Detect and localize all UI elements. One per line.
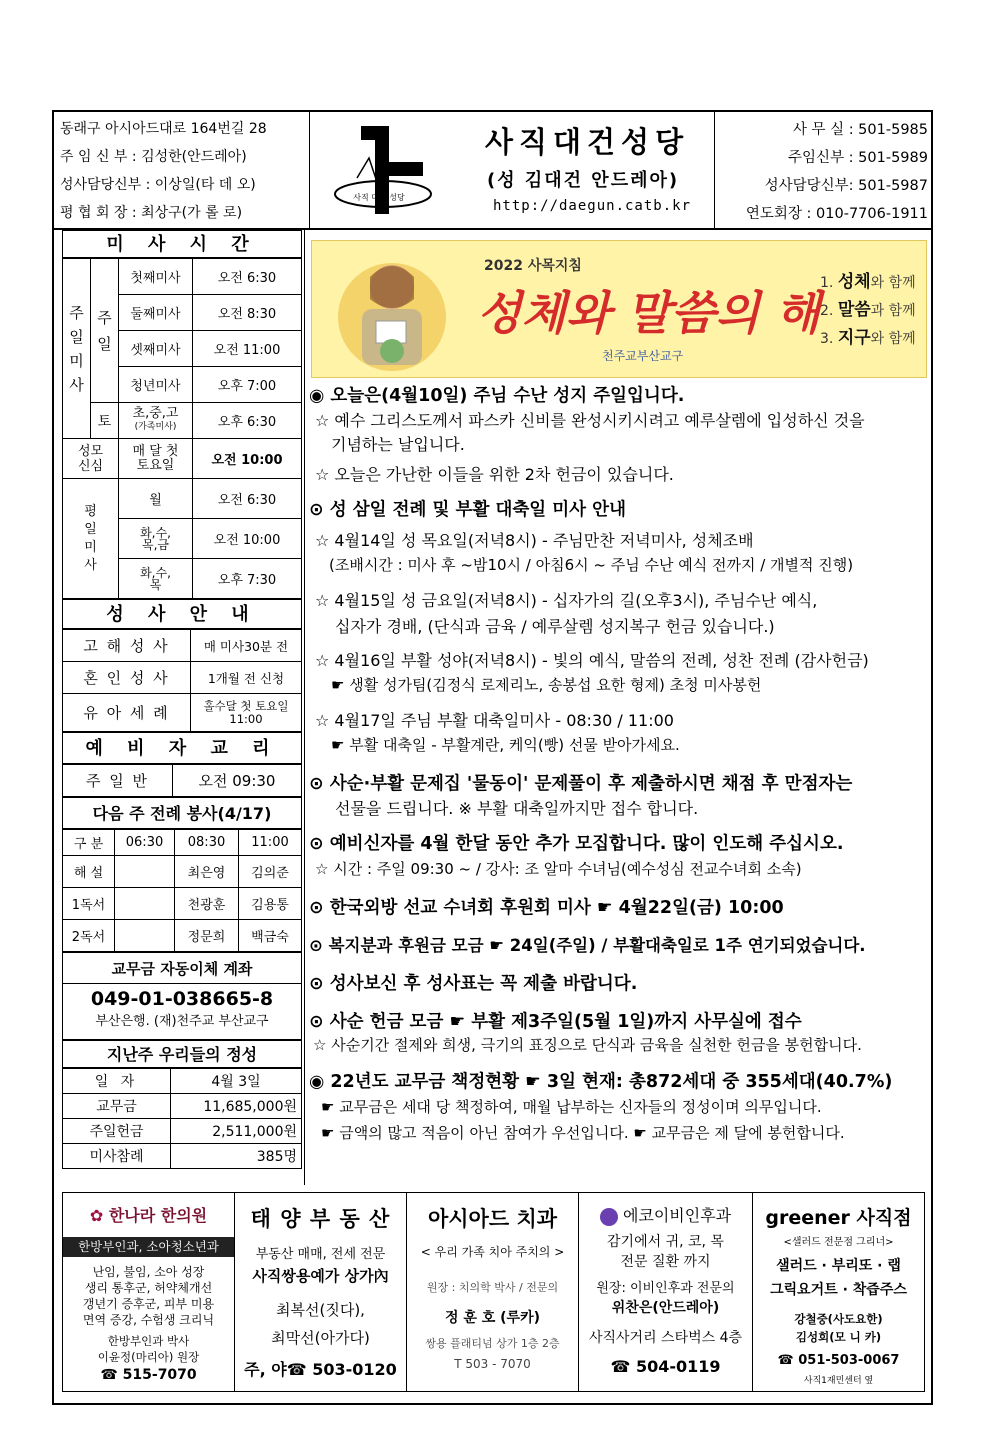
ad-line: 면역 증강, 수험생 크리닉 bbox=[82, 1313, 215, 1327]
ad-greener bbox=[753, 1193, 924, 1391]
offering-table bbox=[62, 1068, 302, 1169]
service-header: 구 분 bbox=[63, 830, 115, 856]
banner-item: 2. 말씀과 함께 bbox=[820, 300, 916, 320]
notice-line: ☆ 시간 : 주일 09:30 ~ / 강사: 조 알마 수녀님(예수성심 전교수녀회 소속) bbox=[315, 860, 802, 878]
ad-phone: ☎ 515-7070 bbox=[100, 1367, 197, 1383]
banner-org: 천주교부산교구 bbox=[602, 349, 684, 363]
offering-value: 2,511,000원 bbox=[171, 1119, 302, 1144]
notice-line: ☆ 예수 그리스도께서 파스카 신비를 완성시키시려고 예루살렘에 입성하신 것을 bbox=[315, 411, 865, 430]
mass-name: 둘째미사 bbox=[119, 295, 193, 331]
mass-name: 월 bbox=[119, 479, 193, 519]
service-cell: 김용통 bbox=[239, 888, 302, 920]
notice-line: ◉ 22년도 교무금 책정현황 ☛ 3일 현재: 총872세대 중 355세대(40.7%) bbox=[309, 1072, 893, 1092]
service-role: 해 설 bbox=[63, 856, 115, 888]
ad-phone: T 503 - 7070 bbox=[454, 1357, 531, 1371]
ad-title: 아시아드 치과 bbox=[427, 1207, 558, 1231]
mass-time: 오전 6:30 bbox=[193, 259, 302, 295]
mass-time: 오후 7:00 bbox=[193, 367, 302, 403]
offering-label: 일 자 bbox=[63, 1069, 171, 1094]
phone-office: 사 무 실 : 501-5985 bbox=[792, 122, 928, 138]
eco-logo-icon bbox=[600, 1208, 618, 1226]
mass-name: 셋째미사 bbox=[119, 331, 193, 367]
notice-line: ☛ 교무금은 세대 당 책정하여, 매월 납부하는 신자들의 정성이며 의무입니다. bbox=[321, 1098, 822, 1116]
service-cell: 정문희 bbox=[175, 920, 239, 952]
offering-label: 주일헌금 bbox=[63, 1119, 171, 1144]
church-url[interactable]: http://daegun.catb.kr bbox=[493, 198, 692, 214]
ad-line: 부동산 매매, 전세 전문 bbox=[255, 1247, 386, 1262]
church-title: 사직대건성당 bbox=[485, 125, 690, 159]
ad-line: 생리 통후군, 허약체개선 bbox=[84, 1281, 213, 1295]
mass-time: 오전 10:00 bbox=[193, 519, 302, 559]
left-column bbox=[62, 230, 302, 1185]
flower-icon: ✿ bbox=[89, 1206, 109, 1225]
ad-line: 한방부인과, 소아청소년과 bbox=[63, 1237, 234, 1257]
ad-line: 원장 : 치의학 박사 / 전문의 bbox=[426, 1281, 559, 1294]
notice-line: ◉ 오늘은(4월10일) 주님 수난 성지 주일입니다. bbox=[309, 386, 685, 406]
ad-line: 전문 질환 까지 bbox=[620, 1254, 711, 1270]
ad-line: 샐러드 · 부리또 · 랩 bbox=[776, 1258, 901, 1274]
phone-pastor: 주임신부 : 501-5989 bbox=[788, 150, 928, 166]
ad-line: 난임, 불임, 소아 성장 bbox=[92, 1265, 205, 1279]
service-header: 11:00 bbox=[239, 830, 302, 856]
ad-line: 이윤정(마리아) 원장 bbox=[97, 1350, 200, 1364]
catechumen-table bbox=[62, 764, 302, 797]
mass-time: 오전 11:00 bbox=[193, 331, 302, 367]
mass-name: 화,수,목,금 bbox=[119, 519, 193, 559]
ad-phone: ☎ 504-0119 bbox=[610, 1357, 721, 1376]
ad-phone: ☎ 051-503-0067 bbox=[777, 1353, 900, 1368]
offering-value: 4월 3일 bbox=[171, 1069, 302, 1094]
ad-title: 태 양 부 동 산 bbox=[250, 1207, 391, 1231]
mass-time: 오전 6:30 bbox=[193, 479, 302, 519]
service-header: 06:30 bbox=[115, 830, 175, 856]
ad-line: 그릭요거트 · 착즙주스 bbox=[770, 1282, 907, 1298]
catechumen-time: 오전 09:30 bbox=[173, 765, 302, 797]
ad-line: 사직1재민센터 옆 bbox=[803, 1376, 874, 1386]
right-column bbox=[304, 230, 932, 1185]
service-title: 다음 주 전례 봉사(4/17) bbox=[62, 797, 302, 829]
notice-line: ☆ 4월15일 성 금요일(저녁8시) - 십자가의 길(오후3시), 주님수난 예식, bbox=[315, 591, 818, 610]
service-cell bbox=[115, 856, 175, 888]
banner-item: 3. 지구와 함께 bbox=[820, 328, 916, 348]
catechumen-title: 예 비 자 교 리 bbox=[62, 732, 302, 764]
phone-council: 연도회장 : 010-7706-1911 bbox=[745, 206, 928, 222]
ad-line: 최막선(아가다) bbox=[271, 1329, 370, 1347]
phone-list bbox=[714, 112, 932, 228]
mass-time: 오전 8:30 bbox=[193, 295, 302, 331]
notice-line: ☛ 금액의 많고 적음이 아닌 참여가 우선입니다. ☛ 교무금은 제 달에 봉헌합니다. bbox=[321, 1124, 845, 1142]
ad-eco-ent bbox=[579, 1193, 753, 1391]
ad-line: 갱년기 증후군, 피부 미용 bbox=[82, 1297, 215, 1311]
notice-line: (조배시간 : 미사 후 ~밤10시 / 아침6시 ~ 주님 수난 예식 전까지 / 개별적 진행) bbox=[329, 556, 854, 574]
weekday-mass-label: 평일미사 bbox=[63, 479, 119, 599]
notice-line: ☆ 4월14일 성 목요일(저녁8시) - 주님만찬 저녁미사, 성체조배 bbox=[315, 531, 754, 550]
banner-year: 2022 사목지침 bbox=[484, 258, 582, 274]
notice-line: ⊙ 성사보신 후 성사표는 꼭 제출 바랍니다. bbox=[309, 974, 638, 994]
ad-line: 김성희(모 니 카) bbox=[795, 1330, 882, 1344]
mass-title: 미 사 시 간 bbox=[62, 230, 302, 258]
notice-line: ☛ 생활 성가팀(김정식 로제리노, 송봉섭 요한 형제) 초청 미사봉헌 bbox=[331, 676, 762, 694]
devotion-time: 오전 10:00 bbox=[193, 439, 302, 479]
banner-item: 1. 성체와 함께 bbox=[820, 272, 916, 292]
header-title-area bbox=[309, 112, 714, 228]
service-cell: 백금숙 bbox=[239, 920, 302, 952]
council-row: 평 협 회 장 : 최상구(가 롤 로) bbox=[60, 205, 243, 221]
service-role: 2독서 bbox=[63, 920, 115, 952]
ad-line: 정 훈 호 (루카) bbox=[444, 1310, 541, 1326]
account-bank: 부산은행. (재)천주교 부산교구 bbox=[95, 1014, 269, 1029]
sacrament-value: 매 미사30분 전 bbox=[191, 630, 302, 662]
service-cell: 천광훈 bbox=[175, 888, 239, 920]
ads-strip bbox=[62, 1192, 925, 1392]
service-cell: 최은영 bbox=[175, 856, 239, 888]
ad-taeyang bbox=[235, 1193, 407, 1391]
mass-name: 첫째미사 bbox=[119, 259, 193, 295]
notice-line: ⊙ 한국외방 선교 수녀회 후원회 미사 ☛ 4월22일(금) 10:00 bbox=[309, 898, 784, 918]
offering-value: 385명 bbox=[171, 1144, 302, 1169]
mass-table bbox=[62, 258, 302, 599]
offering-title: 지난주 우리들의 정성 bbox=[62, 1040, 302, 1068]
notice-line: 선물을 드립니다. ※ 부활 대축일까지만 접수 합니다. bbox=[335, 799, 699, 818]
mass-name: 초,중,고 (가족미사) bbox=[119, 403, 193, 439]
sacrament-value: 1개월 전 신청 bbox=[191, 662, 302, 694]
sacrament-value: 홀수달 첫 토요일 11:00 bbox=[191, 694, 302, 732]
sunday-mass-label: 주일미사 bbox=[63, 259, 91, 439]
notice-line: ⊙ 사순 헌금 모금 ☛ 부활 제3주일(5월 1일)까지 사무실에 접수 bbox=[309, 1012, 802, 1032]
notice-line: ⊙ 성 삼일 전례 및 부활 대축일 미사 안내 bbox=[309, 500, 626, 520]
devotion-name: 매 달 첫토요일 bbox=[119, 439, 193, 479]
header bbox=[54, 112, 931, 230]
account-title: 교무금 자동이체 계좌 bbox=[62, 952, 302, 984]
ad-line: 감기에서 귀, 코, 목 bbox=[607, 1234, 724, 1250]
sacrament-title: 성 사 안 내 bbox=[62, 599, 302, 629]
mass-name: 청년미사 bbox=[119, 367, 193, 403]
service-table bbox=[62, 829, 302, 952]
ad-line: <샐러드 전문점 그리너> bbox=[783, 1237, 894, 1248]
ad-line: 사직사거리 스타벅스 4층 bbox=[588, 1330, 743, 1346]
notice-line: ⊙ 사순·부활 문제집 '물동이' 문제풀이 후 제출하시면 채점 후 만점자는 bbox=[309, 774, 853, 794]
sacrament-name: 고 해 성 사 bbox=[63, 630, 191, 662]
mass-name: 화,수,목 bbox=[119, 559, 193, 599]
offering-value: 11,685,000원 bbox=[171, 1094, 302, 1119]
ad-hannara bbox=[63, 1193, 235, 1391]
ad-line: 최복선(짓다), bbox=[276, 1301, 365, 1319]
svg-text:사직 대건 성당: 사직 대건 성당 bbox=[353, 193, 405, 202]
ad-line: 강철중(사도요한) bbox=[794, 1312, 883, 1326]
service-cell bbox=[115, 888, 175, 920]
sacrament-name: 유 아 세 례 bbox=[63, 694, 191, 732]
jesus-illustration-icon bbox=[332, 247, 452, 371]
sacrament-table bbox=[62, 629, 302, 732]
church-logo-icon bbox=[321, 118, 453, 222]
sacrament-name: 혼 인 성 사 bbox=[63, 662, 191, 694]
sunday-label: 주일 bbox=[91, 259, 119, 403]
notice-line: ⊙ 복지분과 후원금 모금 ☛ 24일(주일) / 부활대축일로 1주 연기되었습니다. bbox=[309, 936, 866, 955]
catechumen-class: 주 일 반 bbox=[63, 765, 173, 797]
service-header: 08:30 bbox=[175, 830, 239, 856]
ad-title: 에코이비인후과 bbox=[579, 1203, 752, 1226]
assistant-row: 성사담당신부 : 이상일(타 데 오) bbox=[60, 177, 256, 193]
ad-phone: 주, 야☎ 503-0120 bbox=[244, 1360, 397, 1379]
ad-line: 쌍용 플래티넘 상가 1층 2층 bbox=[425, 1337, 560, 1350]
notice-line: 기념하는 날입니다. bbox=[331, 435, 465, 454]
saturday-label: 토 bbox=[91, 403, 119, 439]
notice-line: 십자가 경배, (단식과 금육 / 예루살렘 성지복구 헌금 있습니다.) bbox=[335, 617, 775, 636]
notice-line: ☛ 부활 대축일 - 부활계란, 케익(빵) 선물 받아가세요. bbox=[331, 736, 680, 754]
ad-title: greener 사직점 bbox=[765, 1207, 912, 1229]
notice-list bbox=[309, 382, 929, 1182]
offering-label: 교무금 bbox=[63, 1094, 171, 1119]
notice-line: ☆ 사순기간 절제와 희생, 극기의 표징으로 단식과 금육을 실천한 헌금을 봉헌합니다. bbox=[313, 1036, 862, 1054]
ad-line: 위찬은(안드레아) bbox=[611, 1300, 720, 1316]
ad-asiad-dental bbox=[407, 1193, 579, 1391]
service-role: 1독서 bbox=[63, 888, 115, 920]
ad-title: ✿ 한나라 한의원 bbox=[89, 1206, 208, 1225]
header-info bbox=[54, 112, 310, 228]
ad-line: 원장: 이비인후과 전문의 bbox=[596, 1281, 735, 1296]
service-cell bbox=[115, 920, 175, 952]
service-cell: 김의준 bbox=[239, 856, 302, 888]
account-number: 049-01-038665-8 bbox=[90, 988, 274, 1010]
bulletin-page bbox=[52, 110, 933, 1405]
ad-line: 한방부인과 박사 bbox=[107, 1334, 190, 1348]
notice-line: ☆ 오늘은 가난한 이들을 위한 2차 헌금이 있습니다. bbox=[315, 465, 674, 484]
devotion-label: 성모신심 bbox=[63, 439, 119, 479]
pastor-row: 주 임 신 부 : 김성한(안드레아) bbox=[60, 149, 247, 165]
address: 동래구 아시아드대로 164번길 28 bbox=[60, 121, 267, 137]
mass-time: 오후 6:30 bbox=[193, 403, 302, 439]
ad-line: 사직쌍용예가 상가內 bbox=[252, 1267, 389, 1285]
pastoral-banner bbox=[311, 240, 927, 378]
ad-line: < 우리 가족 치아 주치의 > bbox=[420, 1245, 565, 1259]
offering-label: 미사참례 bbox=[63, 1144, 171, 1169]
mass-time: 오후 7:30 bbox=[193, 559, 302, 599]
account-box bbox=[62, 984, 302, 1040]
notice-line: ⊙ 예비신자를 4월 한달 동안 추가 모집합니다. 많이 인도해 주십시오. bbox=[309, 834, 844, 854]
church-subtitle: (성 김대건 안드레아) bbox=[487, 170, 680, 191]
banner-main: 성체와 말씀의 해 bbox=[477, 286, 821, 340]
phone-assistant: 성사담당신부: 501-5987 bbox=[764, 178, 928, 194]
notice-line: ☆ 4월16일 부활 성야(저녁8시) - 빛의 예식, 말씀의 전례, 성찬 전례 (감사헌금) bbox=[315, 651, 869, 670]
notice-line: ☆ 4월17일 주님 부활 대축일미사 - 08:30 / 11:00 bbox=[315, 711, 674, 730]
